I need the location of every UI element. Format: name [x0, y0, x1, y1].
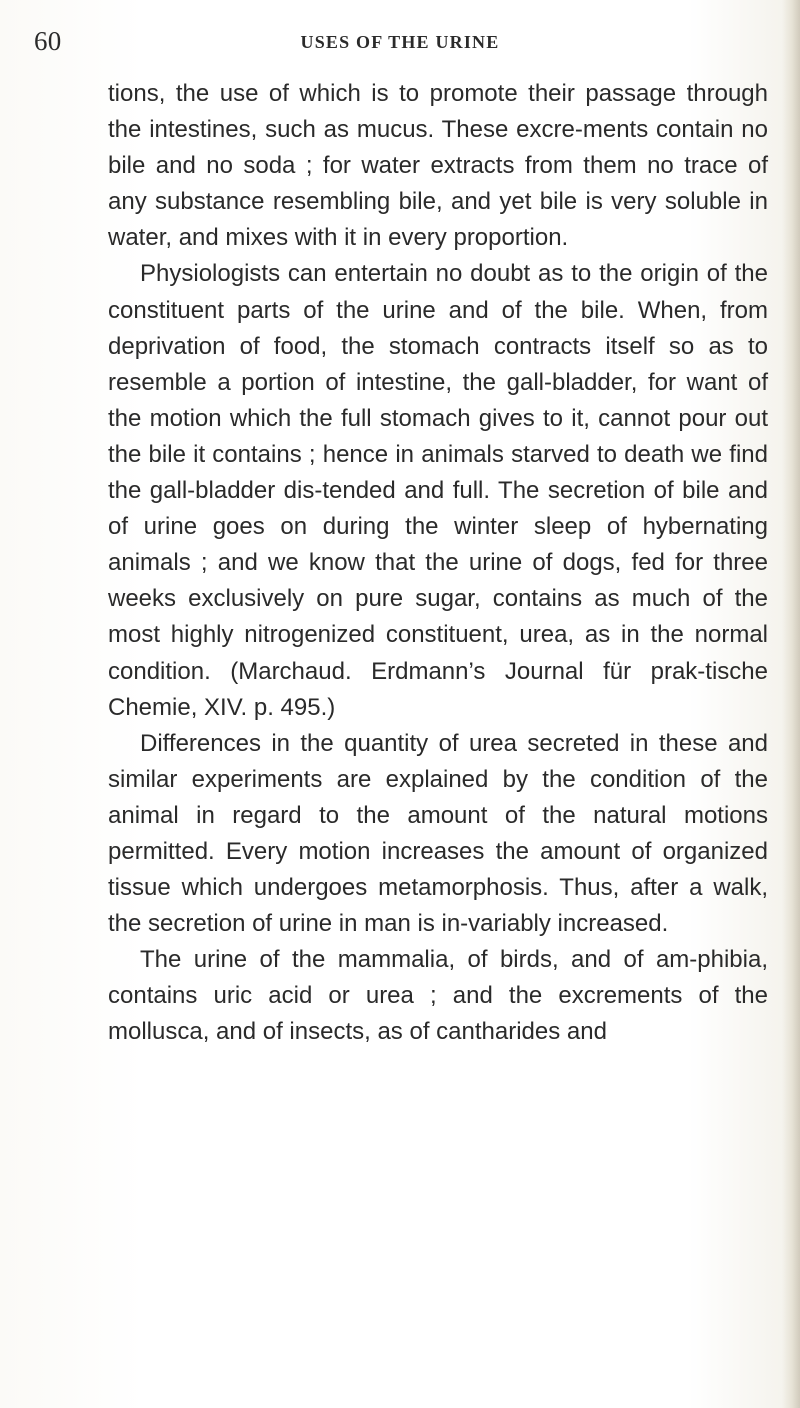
page-header [34, 26, 766, 60]
paragraph-3: Differences in the quantity of urea secreted in these and similar experiments are explained by the condition of the animal in regard to the amount of the natural motions permitted. Every motion increases the amount of organized tissue which undergoes metamorphosis. Thus, after a walk, the secretion of urine in man is in-variably increased. [108, 729, 768, 938]
body-text [108, 76, 768, 1051]
page-number: 60 [34, 26, 62, 56]
page-edge-shadow [782, 0, 800, 1408]
paragraph-4: The urine of the mammalia, of birds, and of am-phibia, contains uric acid or urea ; and the excrements of the mollusca, and of insects, as of cantharides and [108, 946, 768, 1046]
running-head: USES OF THE URINE [300, 32, 500, 52]
paragraph-2: Physiologists can entertain no doubt as to the origin of the constituent parts of the urine and of the bile. When, from deprivation of food, the stomach contracts itself so as to resemble a portion of intestine, the gall-bladder, for want of the motion which the full stomach gives to it, cannot pour out the bile it contains ; hence in animals starved to death we find the gall-bladder dis-tended and full. The secretion of bile and of urine goes on during the winter sleep of hybernating animals ; and we know that the urine of dogs, fed for three weeks exclusively on pure sugar, contains as much of the most highly nitrogenized constituent, urea, as in the normal condition. (Marchaud. Erdmann’s Journal für prak-tische Chemie, XIV. p. 495.) [108, 260, 768, 721]
paragraph-1: tions, the use of which is to promote their passage through the intestines, such as mucus. These excre-ments contain no bile and no soda ; for water extracts from them no trace of any substance resembling bile, and yet bile is very soluble in water, and mixes with it in every proportion. [108, 80, 768, 252]
